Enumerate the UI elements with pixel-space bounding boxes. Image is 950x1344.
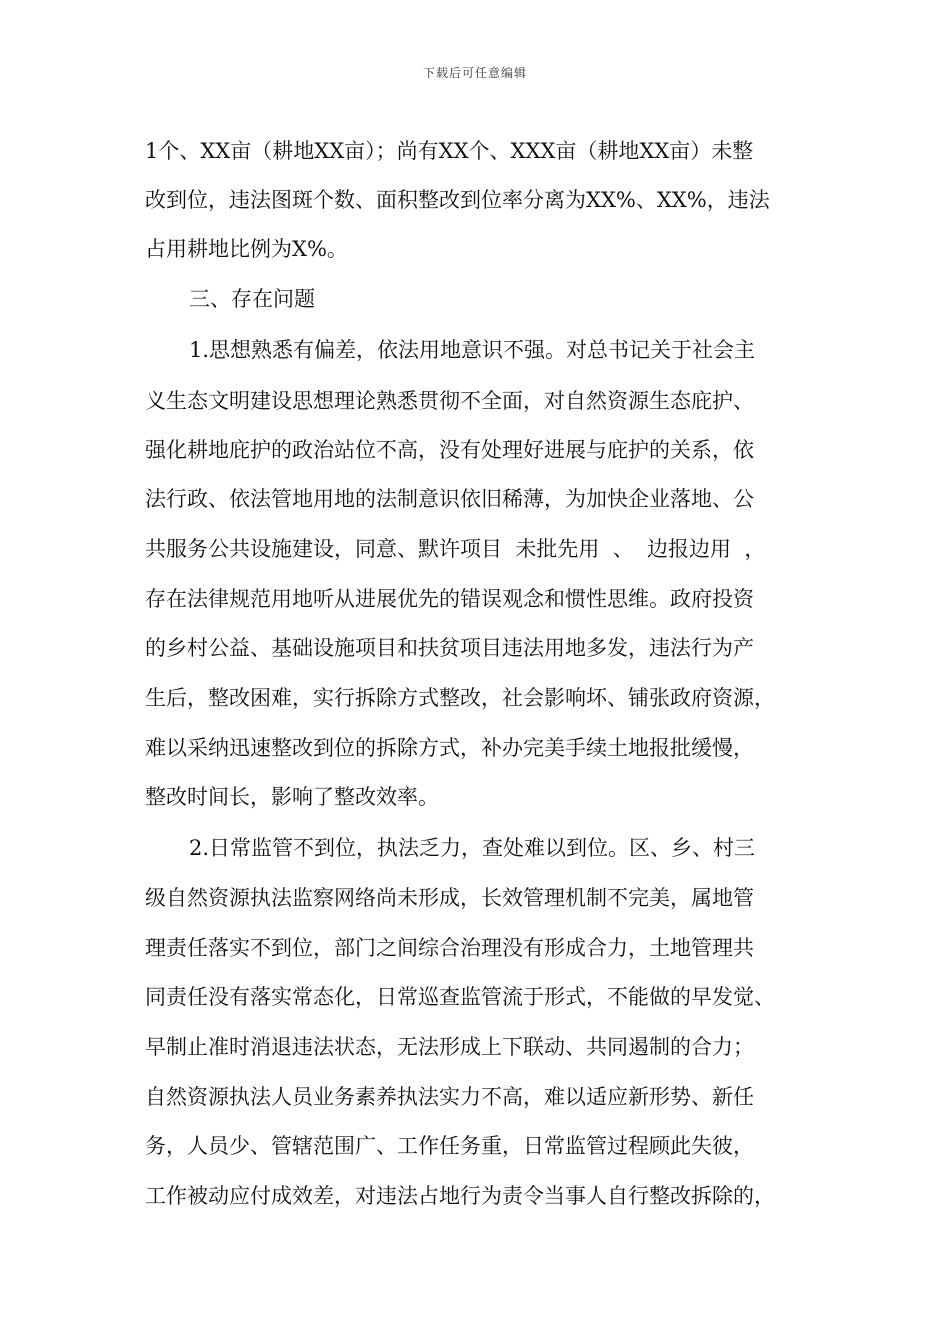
paragraph-line: 改到位，违法图斑个数、面积整改到位率分离为XX%、XX%，违法	[145, 188, 770, 212]
paragraph-line: 生后，整改困难，实行拆除方式整改，社会影响坏、铺张政府资源，	[145, 686, 775, 710]
paragraph-line: 1个、XX亩（耕地XX亩）；尚有XX个、XXX亩（耕地XX亩）未整	[145, 139, 754, 163]
paragraph-line: 务，人员少、管辖范围广、工作任务重，日常监管过程顾此失彼，	[145, 1134, 754, 1158]
paragraph-line: 1.思想熟悉有偏差，依法用地意识不强。对总书记关于社会主	[189, 338, 756, 362]
paragraph-line: 存在法律规范用地听从进展优先的错误观念和惯性思维。政府投资	[145, 587, 754, 611]
paragraph-line: 强化耕地庇护的政治站位不高，没有处理好进展与庇护的关系，依	[145, 438, 754, 462]
paragraph-line: 难以采纳迅速整改到位的拆除方式，补办完美手续土地报批缓慢，	[145, 736, 754, 760]
paragraph-line: 工作被动应付成效差，对违法占地行为责令当事人自行整改拆除的，	[145, 1184, 775, 1208]
paragraph-line: 法行政、依法管地用地的法制意识依旧稀薄，为加快企业落地、公	[145, 487, 754, 511]
page-header-caption: 下载后可任意编辑	[422, 66, 527, 80]
paragraph-line: 级自然资源执法监察网络尚未形成，长效管理机制不完美，属地管	[145, 886, 754, 910]
paragraph-line: 早制止准时消退违法状态，无法形成上下联动、共同遏制的合力；	[145, 1035, 754, 1059]
paragraph-line: 理责任落实不到位，部门之间综合治理没有形成合力，土地管理共	[145, 936, 754, 960]
paragraph-line: 的乡村公益、基础设施项目和扶贫项目违法用地多发，违法行为产	[145, 636, 754, 660]
paragraph-line: 同责任没有落实常态化，日常巡查监管流于形式，不能做的早发觉、	[145, 985, 775, 1009]
paragraph-line: 整改时间长，影响了整改效率。	[145, 785, 439, 809]
paragraph-line: 共服务公共设施建设，同意、默许项目 未批先用 、 边报边用 ，	[145, 537, 766, 561]
paragraph-line: 2.日常监管不到位，执法乏力，查处难以到位。区、乡、村三	[189, 836, 756, 860]
paragraph-line: 占用耕地比例为X%。	[145, 237, 348, 261]
section-heading: 三、存在问题	[189, 287, 315, 311]
paragraph-line: 义生态文明建设思想理论熟悉贯彻不全面，对自然资源生态庇护、	[145, 389, 754, 413]
paragraph-line: 自然资源执法人员业务素养执法实力不高，难以适应新形势、新任	[145, 1085, 754, 1109]
